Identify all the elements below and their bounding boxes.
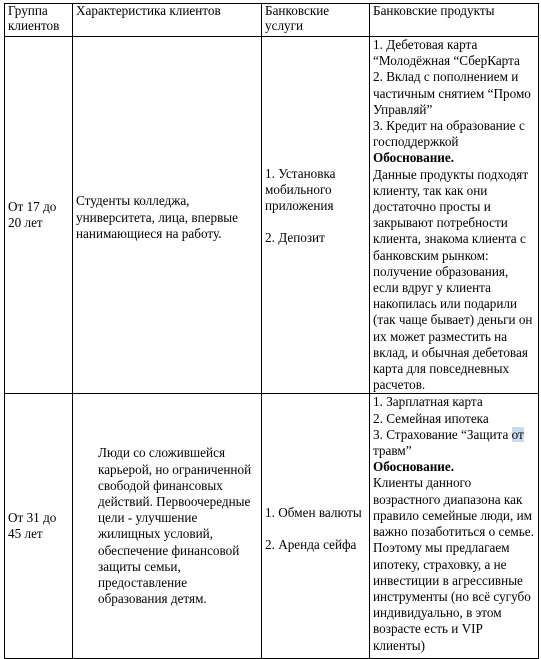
characteristics-text: Люди со сложившейся карьерой, но ограниченной свободой финансовых действий. Первоочередные цели - улучшение жилищных условий, обеспечение финансовой защиты семьи, предоставление образования детям.: [98, 445, 252, 607]
justification-text: Данные продукты подходят клиенту, так как они достаточно просты и закрывают потребности клиента, знакома клиента с банковским рынком: получение образования, если вдруг у клиента накопилась или подарили (так чаще бывает) деньги он их может разместить на вклад, и обычная дебетовая карта для повседневных расчетов.: [373, 166, 533, 393]
product-item: 1. Зарплатная карта: [373, 394, 483, 410]
products-cell: [370, 37, 539, 394]
table-row: [5, 394, 539, 659]
header-group: Группа клиентов: [5, 4, 73, 37]
characteristics-text: Студенты колледжа, университета, лица, впервые нанимающиеся на работу.: [76, 193, 239, 241]
group-label: От 17 до 20 лет: [8, 199, 57, 231]
group-cell: [5, 394, 73, 659]
group-label: От 31 до 45 лет: [8, 510, 57, 542]
selected-text-highlight[interactable]: от: [511, 426, 524, 442]
service-item: 1. Установка мобильного приложения: [265, 165, 336, 214]
header-products: Банковские продукты: [370, 4, 539, 37]
services-list: [265, 166, 366, 247]
group-cell: [5, 37, 73, 394]
services-cell: [262, 37, 370, 394]
characteristics-cell: [73, 394, 262, 659]
products-list: [373, 394, 535, 459]
justification-title: Обоснование.: [373, 459, 455, 475]
product-item: [373, 427, 535, 459]
characteristics-cell: [73, 37, 262, 394]
services-list: [265, 505, 366, 553]
product-item: 2. Вклад с пополнением и частичным снятием “Промо Управляй”: [373, 69, 531, 117]
service-item: 2. Аренда сейфа: [265, 537, 357, 553]
product-item: 2. Семейная ипотека: [373, 410, 489, 426]
products-list: [373, 37, 535, 150]
product-item: 3. Кредит на образование с господдержкой: [373, 118, 525, 150]
product-text: 3. Страхование “Защита: [373, 426, 512, 442]
client-products-table: [4, 3, 539, 659]
table-header-row: [5, 4, 539, 37]
products-cell: [370, 394, 539, 659]
service-item: 1. Обмен валюты: [265, 505, 362, 521]
services-cell: [262, 394, 370, 659]
service-item: 2. Депозит: [265, 230, 325, 246]
header-characteristics: Характеристика клиентов: [73, 4, 262, 37]
justification-text: Клиенты данного возрастного диапазона как правило семейные люди, им важно позаботиться о семье. Поэтому мы предлагаем ипотеку, страховку, а не инвестиции в агрессивные инструменты (но всё сугубо индивидуально, в этом возрасте есть и VIP клиенты): [373, 475, 534, 653]
header-services: Банковские услуги: [262, 4, 370, 37]
product-text: травм”: [373, 443, 412, 459]
justification-title: Обоснование.: [373, 150, 455, 166]
product-item: 1. Дебетовая карта “Молодёжная “СберКарта: [373, 37, 520, 69]
table-row: [5, 37, 539, 394]
